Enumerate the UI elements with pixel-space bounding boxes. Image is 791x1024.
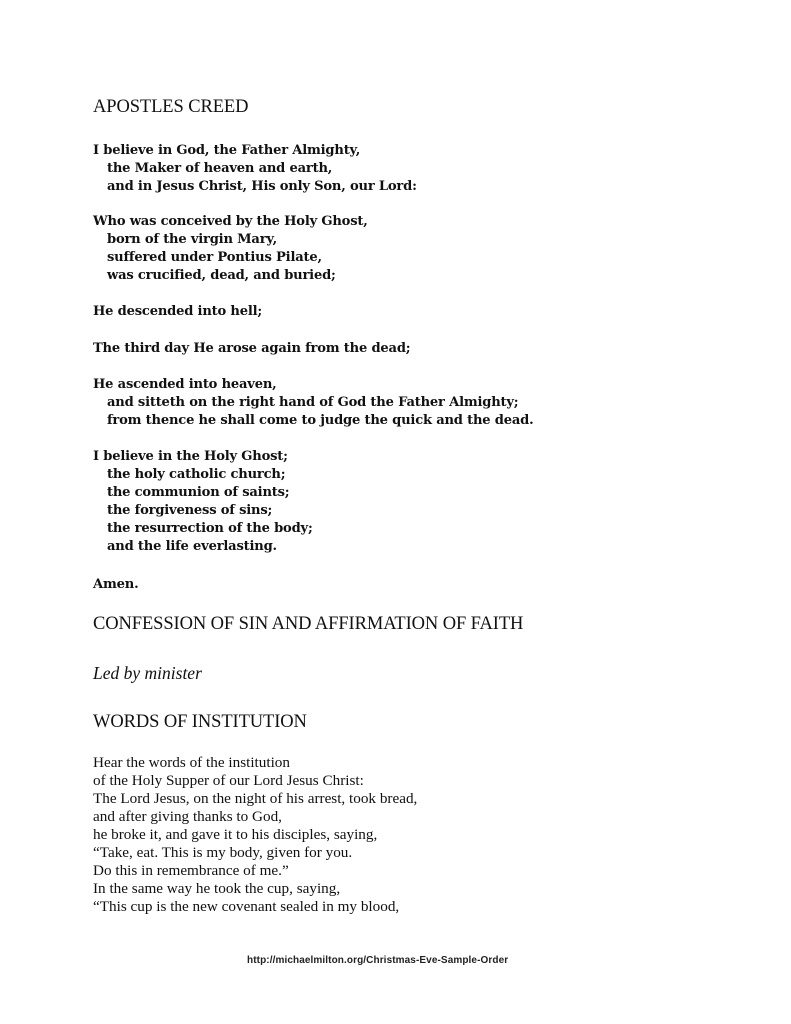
footer-url: http://michaelmilton.org/Christmas-Eve-Sample-Order [247,955,509,966]
institution-line: of the Holy Supper of our Lord Jesus Christ: [93,772,364,789]
creed-line: the resurrection of the body; [107,521,313,536]
institution-line: In the same way he took the cup, saying, [93,880,341,897]
creed-line: the holy catholic church; [107,467,286,482]
words-of-institution-heading: WORDS OF INSTITUTION [93,712,307,732]
creed-line: He descended into hell; [93,304,263,319]
institution-line: Do this in remembrance of me.” [93,862,289,879]
creed-line: The third day He arose again from the dead; [93,341,411,356]
creed-line: He ascended into heaven, [93,377,277,392]
institution-line: and after giving thanks to God, [93,808,282,825]
creed-line: and the life everlasting. [107,539,277,554]
confession-heading: CONFESSION OF SIN AND AFFIRMATION OF FAITH [93,614,524,634]
creed-line: born of the virgin Mary, [107,232,277,247]
creed-line: from thence he shall come to judge the quick and the dead. [107,413,534,428]
creed-line: suffered under Pontius Pilate, [107,250,322,265]
led-by-minister-note: Led by minister [93,663,202,683]
creed-line: I believe in the Holy Ghost; [93,449,288,464]
amen-line: Amen. [93,577,139,592]
institution-line: “This cup is the new covenant sealed in my blood, [93,898,400,915]
creed-line: and in Jesus Christ, His only Son, our Lord: [107,179,417,194]
creed-line: Who was conceived by the Holy Ghost, [93,214,368,229]
document-page [93,0,753,1024]
creed-line: the forgiveness of sins; [107,503,273,518]
institution-line: he broke it, and gave it to his disciples, saying, [93,826,378,843]
institution-line: Hear the words of the institution [93,754,290,771]
creed-line: was crucified, dead, and buried; [107,268,336,283]
apostles-creed-heading: APOSTLES CREED [93,97,249,117]
creed-line: I believe in God, the Father Almighty, [93,143,361,158]
creed-line: the Maker of heaven and earth, [107,161,333,176]
creed-line: the communion of saints; [107,485,290,500]
creed-line: and sitteth on the right hand of God the Father Almighty; [107,395,519,410]
institution-line: The Lord Jesus, on the night of his arrest, took bread, [93,790,418,807]
institution-line: “Take, eat. This is my body, given for you. [93,844,353,861]
